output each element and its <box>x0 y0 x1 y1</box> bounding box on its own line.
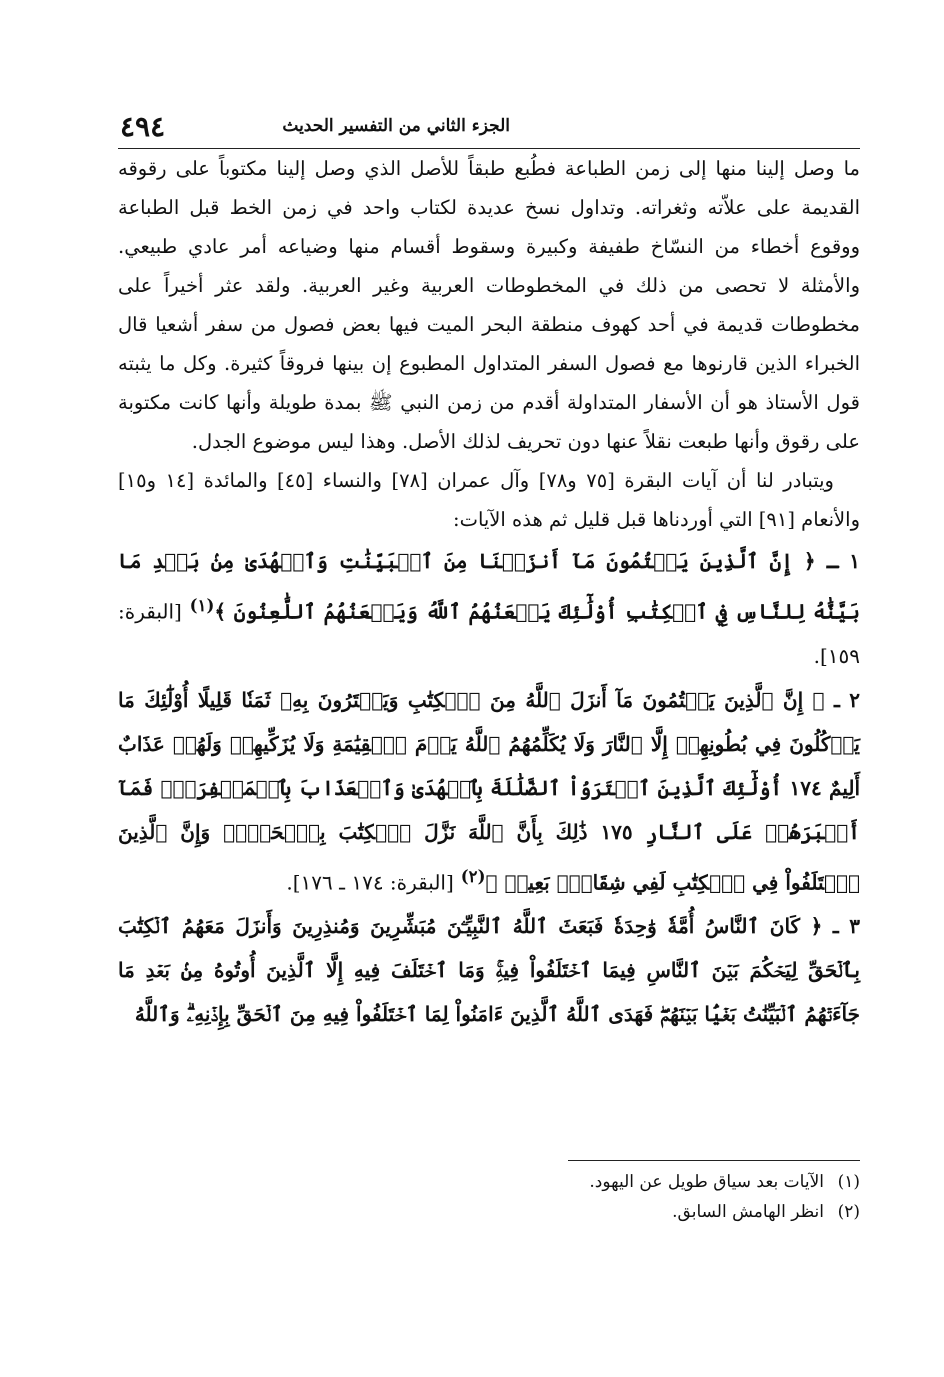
footnote-mark: (٢) <box>460 865 486 886</box>
quran-verse-item <box>118 678 860 905</box>
verse-reference: [البقرة: ١٧٤ ـ ١٧٦]. <box>286 870 454 895</box>
verse-text: ﴿ كَانَ ٱلنَّاسُ أُمَّةٗ وَٰحِدَةٗ فَبَعَثَ ٱللَّهُ ٱلنَّبِيِّـۧنَ مُبَشِّرِينَ وَمُنذِرِينَ وَأَنزَلَ مَعَهُمُ ٱلۡكِتَٰبَ بِٱلۡحَقِّ لِيَحۡكُمَ بَيۡنَ ٱلنَّاسِ فِيمَا ٱخۡتَلَفُواْ فِيهِۚ وَمَا ٱخۡتَلَفَ فِيهِ إِلَّا ٱلَّذِينَ أُوتُوهُ مِنۢ بَعۡدِ مَا جَآءَتۡهُمُ ٱلۡبَيِّنَٰتُ بَغۡيَۢا بَيۡنَهُمۡۖ فَهَدَى ٱللَّهُ ٱلَّذِينَ ءَامَنُواْ لِمَا ٱخۡتَلَفُواْ فِيهِ مِنَ ٱلۡحَقِّ بِإِذۡنِهِۦۗ وَٱللَّهُ <box>118 914 860 1027</box>
footnote-number: (١) <box>837 1172 860 1192</box>
page-number: ٤٩٤ <box>120 110 166 143</box>
footnote <box>118 1197 860 1227</box>
verse-text: ﴿ إِنَّ ٱلَّذِينَ يَكۡتُمُونَ مَآ أَنزَلۡنَا مِنَ ٱلۡبَيِّنَٰتِ وَٱلۡهُدَىٰ مِنۢ بَعۡدِ مَا بَيَّنَّٰهُ لِلنَّاسِ فِي ٱلۡكِتَٰبِ أُوْلَٰٓئِكَ يَلۡعَنُهُمُ ٱللَّهُ وَيَلۡعَنُهُمُ ٱللَّٰعِنُونَ ﴾ <box>118 549 860 624</box>
quran-verse-item <box>118 904 860 1036</box>
footnote-divider <box>568 1160 860 1161</box>
footnote-text: الآيات بعد سياق طويل عن اليهود. <box>589 1172 824 1192</box>
paragraph: ويتبادر لنا أن آيات البقرة [٧٥ و٧٨] وآل عمران [٧٨] والنساء [٤٥] والمائدة [١٤ و١٥] والأنعام [٩١] التي أوردناها قبل قليل ثم هذه الآيات: <box>118 469 860 531</box>
running-header <box>118 108 860 149</box>
footnotes <box>118 1160 860 1227</box>
page <box>118 108 860 1036</box>
footnote-mark: (١) <box>189 595 215 615</box>
paragraph: ما وصل إلينا منها إلى زمن الطباعة فطُبع طبقاً للأصل الذي وصل إلينا مكتوباً على رقوقه القديمة على علاّته وثغراته. وتداول نسخ عديدة لكتاب واحد في زمن الخط قبل الطباعة ووقوع أخطاء من النسّاخ طفيفة وكبيرة وسقوط أقسام منها وضياعه أمر عادي طبيعي. والأمثلة لا تحصى من ذلك في المخطوطات العربية وغير العربية. ولقد عثر أخيراً على مخطوطات قديمة في أحد كهوف منطقة البحر الميت فيها بعض فصول من سفر أشعيا قال الخبراء الذين قارنوها مع فصول السفر المتداول المطبوع إن بينها فروقاً كثيرة. وكل ما يثبته قول الأستاذ هو أن الأسفار المتداولة أقدم من زمن النبي ﷺ بمدة طويلة وأنها كانت مكتوبة على رقوق وأنها طبعت نقلاً عنها دون تحريف لذلك الأصل. وهذا ليس موضوع الجدل. <box>118 157 860 453</box>
footnote <box>118 1167 860 1197</box>
quran-verse-item <box>118 539 860 678</box>
verse-text: ﴿ إِنَّ ٱلَّذِينَ يَكۡتُمُونَ مَآ أَنزَلَ ٱللَّهُ مِنَ ٱلۡكِتَٰبِ وَيَشۡتَرُونَ بِهِۦ ثَمَنٗا قَلِيلًا أُوْلَٰٓئِكَ مَا يَأۡكُلُونَ فِي بُطُونِهِمۡ إِلَّا ٱلنَّارَ وَلَا يُكَلِّمُهُمُ ٱللَّهُ يَوۡمَ ٱلۡقِيَٰمَةِ وَلَا يُزَكِّيهِمۡ وَلَهُمۡ عَذَابٌ أَلِيمٌ ١٧٤ أُوْلَٰٓئِكَ ٱلَّذِينَ ٱشۡتَرَوُاْ ٱلضَّلَٰلَةَ بِٱلۡهُدَىٰ وَٱلۡعَذَابَ بِٱلۡمَغۡفِرَةِۚ فَمَآ أَصۡبَرَهُمۡ عَلَى ٱلنَّارِ ١٧٥ ذَٰلِكَ بِأَنَّ ٱللَّهَ نَزَّلَ ٱلۡكِتَٰبَ بِٱلۡحَقِّۗ وَإِنَّ ٱلَّذِينَ ٱخۡتَلَفُواْ فِي ٱلۡكِتَٰبِ لَفِي شِقَاقِۭ بَعِيدٖ ﴾ <box>118 687 860 895</box>
verse-reference: [البقرة: ١٥٩]. <box>118 599 860 668</box>
body-text <box>118 149 860 1036</box>
verse-number: ٢ ـ <box>833 687 861 712</box>
footnote-text: انظر الهامش السابق. <box>672 1202 824 1222</box>
footnote-number: (٢) <box>837 1202 860 1222</box>
verse-number: ١ ـ <box>826 549 860 573</box>
verse-number: ٣ ـ <box>832 914 860 939</box>
running-title: الجزء الثاني من التفسير الحديث <box>282 116 510 136</box>
